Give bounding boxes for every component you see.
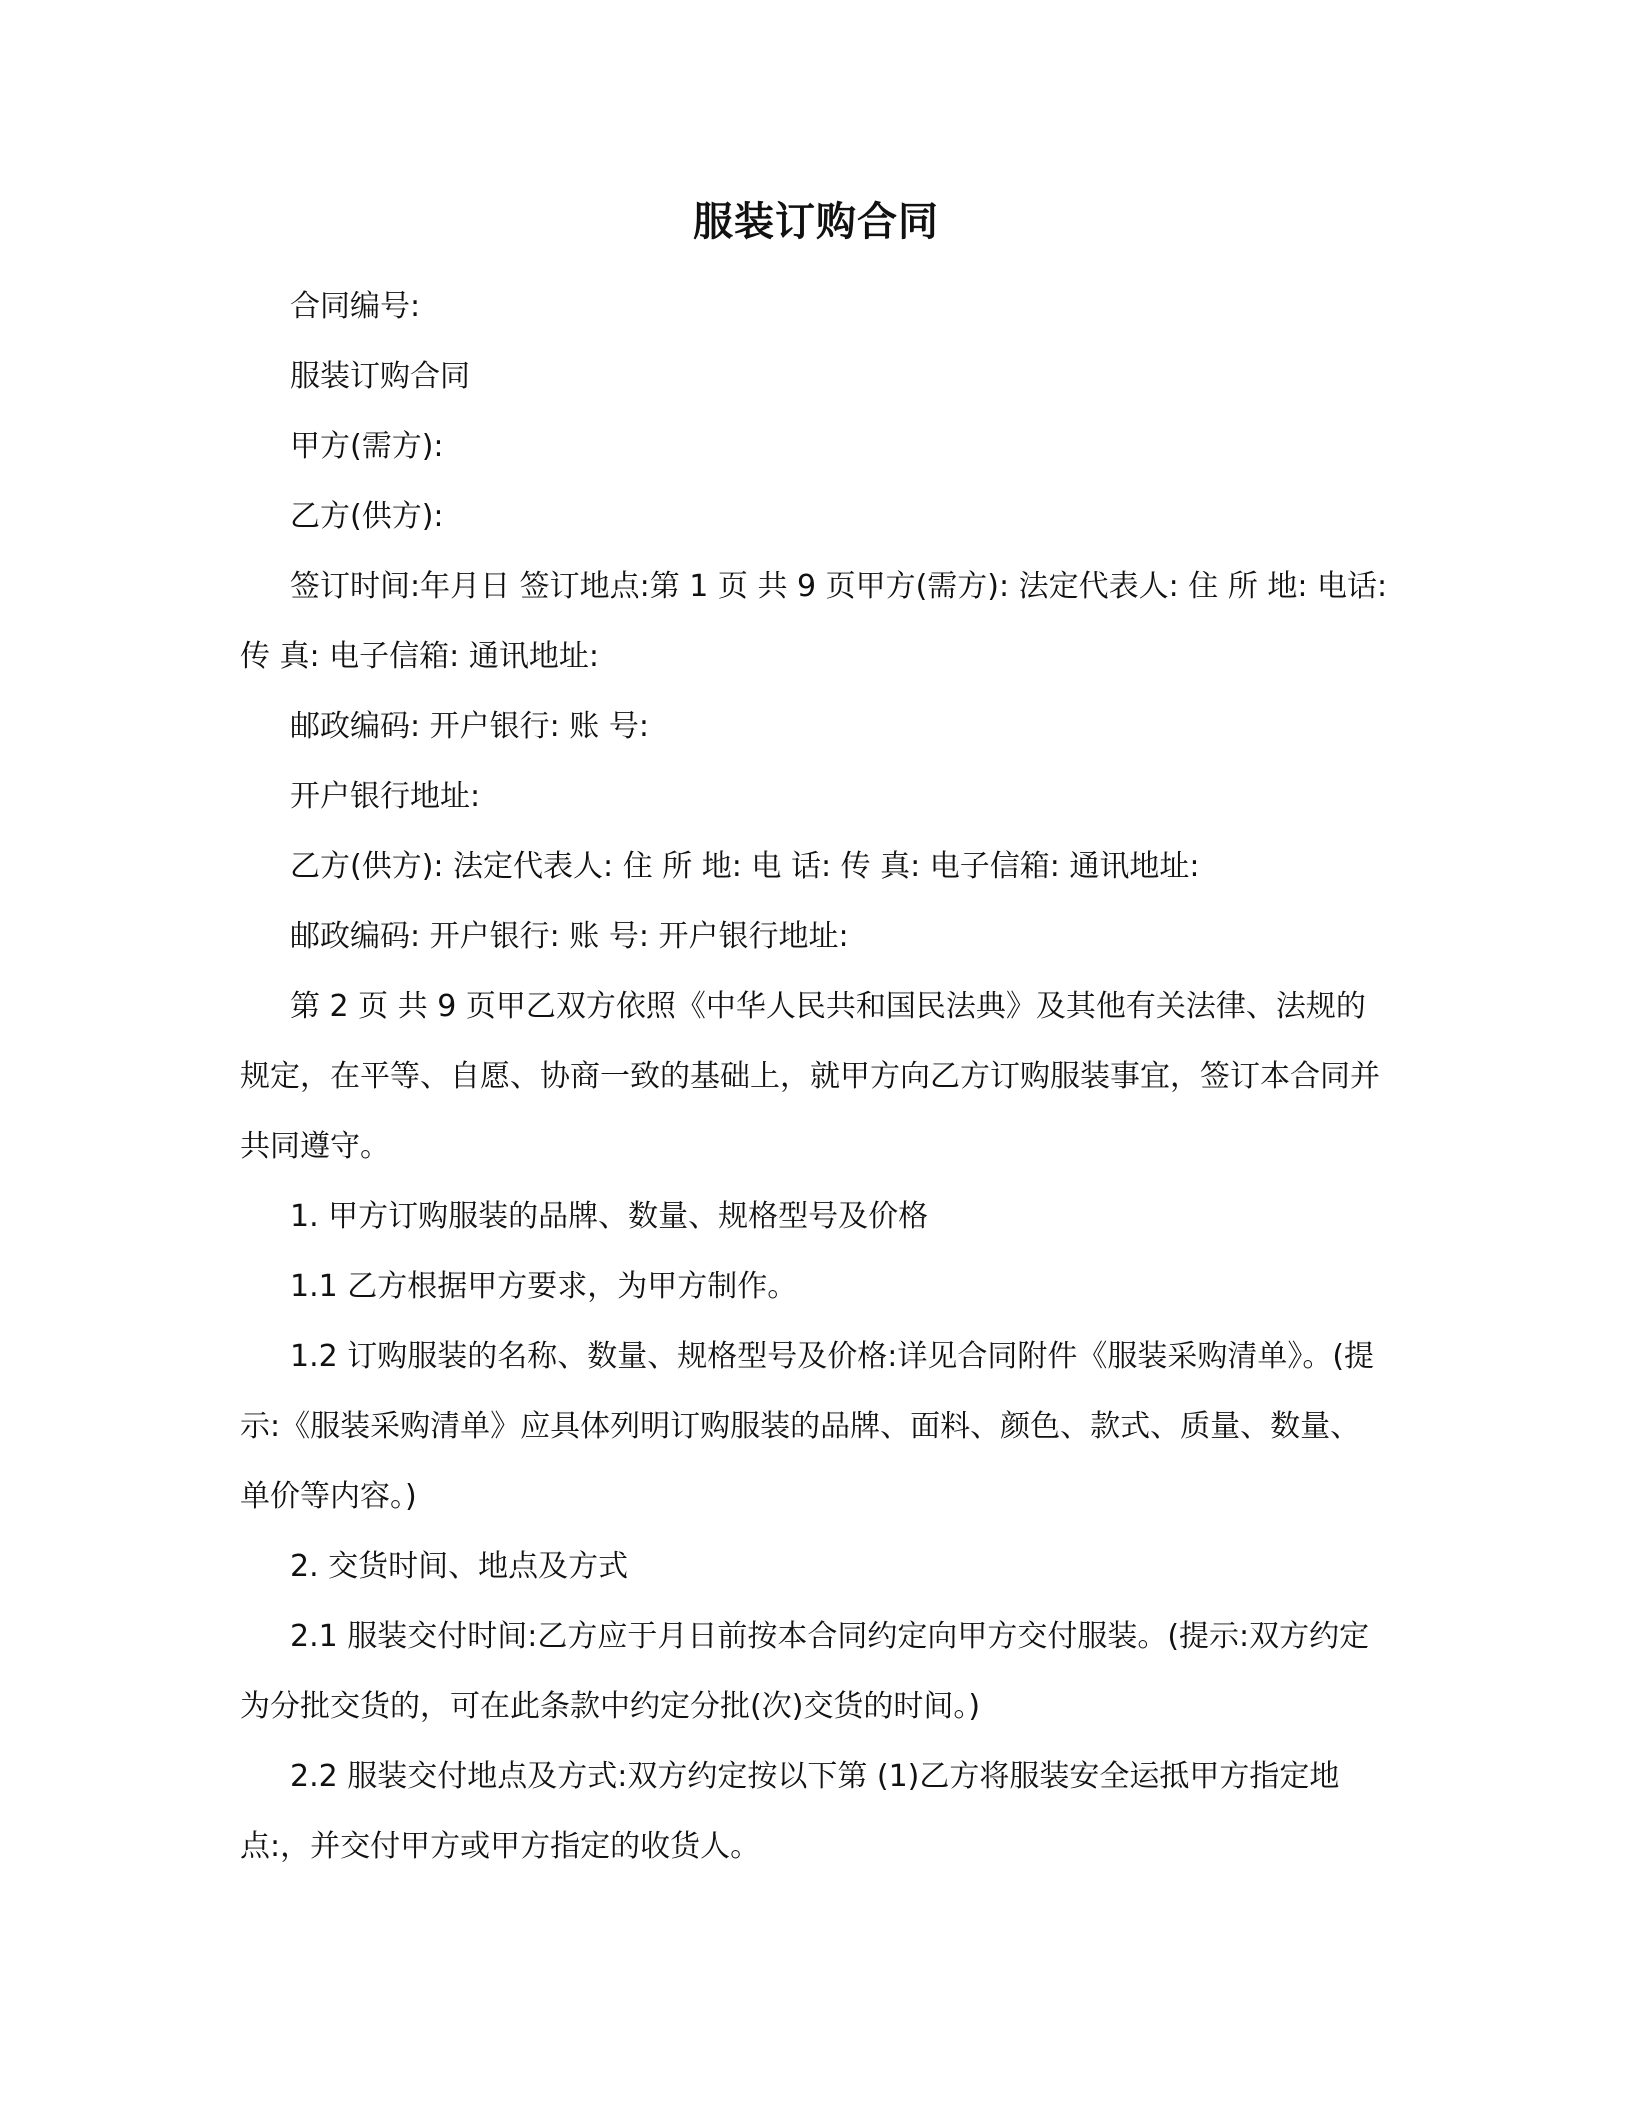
section-2-heading: 2. 交货时间、地点及方式 xyxy=(290,1549,629,1584)
clause-2-1: 2.1 服装交付时间:乙方应于月日前按本合同约定向甲方交付服装。(提示:双方约定为分批交货的，可在此条款中约定分批(次)交货的时间。) xyxy=(240,1619,1370,1724)
paragraph-party-a-bank-address: 开户银行地址: xyxy=(290,779,481,814)
paragraph-contract-number: 合同编号: xyxy=(290,289,421,324)
paragraph-contract-name: 服装订购合同 xyxy=(290,359,470,394)
document-title: 服装订购合同 xyxy=(693,199,939,245)
clause-2-2: 2.2 服装交付地点及方式:双方约定按以下第 (1)乙方将服装安全运抵甲方指定地点:，并交付甲方或甲方指定的收货人。 xyxy=(240,1759,1340,1864)
paragraph-party-a-bank: 邮政编码: 开户银行: 账 号: xyxy=(290,709,649,744)
clause-1-2: 1.2 订购服装的名称、数量、规格型号及价格:详见合同附件《服装采购清单》。(提示:《服装采购清单》应具体列明订购服装的品牌、面料、颜色、款式、质量、数量、单价等内容。) xyxy=(240,1339,1375,1514)
section-1-heading: 1. 甲方订购服装的品牌、数量、规格型号及价格 xyxy=(290,1199,929,1234)
paragraph-party-b-bank: 邮政编码: 开户银行: 账 号: 开户银行地址: xyxy=(290,919,849,954)
paragraph-preamble: 第 2 页 共 9 页甲乙双方依照《中华人民共和国民法典》及其他有关法律、法规的规定，在平等、自愿、协商一致的基础上，就甲方向乙方订购服装事宜，签订本合同并共同遵守。 xyxy=(240,989,1380,1164)
paragraph-party-b: 乙方(供方): xyxy=(290,499,444,534)
paragraph-party-b-info: 乙方(供方): 法定代表人: 住 所 地: 电 话: 传 真: 电子信箱: 通讯地址: xyxy=(290,849,1200,884)
paragraph-signing-info: 签订时间:年月日 签订地点:第 1 页 共 9 页甲方(需方): 法定代表人: 住 所 地: 电话: 传 真: 电子信箱: 通讯地址: xyxy=(240,569,1388,674)
clause-1-1: 1.1 乙方根据甲方要求，为甲方制作。 xyxy=(290,1269,798,1304)
document-body xyxy=(240,272,1390,1882)
paragraph-party-a: 甲方(需方): xyxy=(290,429,444,464)
